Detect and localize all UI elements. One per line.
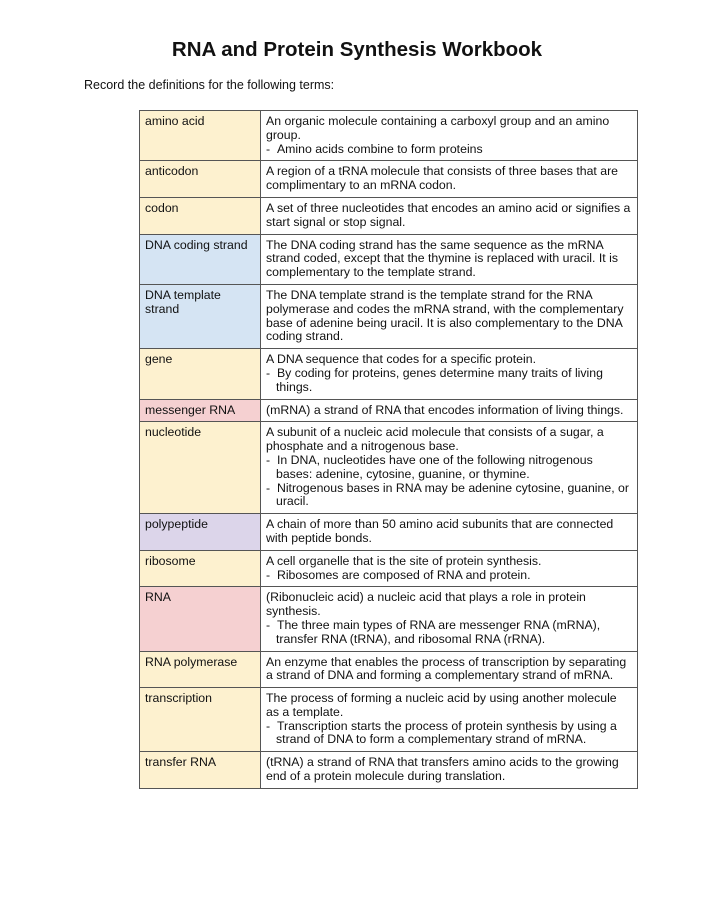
term-cell: RNA polymerase <box>140 651 261 688</box>
table-row <box>140 399 638 422</box>
definition-text: A subunit of a nucleic acid molecule that consists of a sugar, a phosphate and a nitrogenous base. <box>266 425 604 454</box>
definition-text: A region of a tRNA molecule that consists of three bases that are complimentary to an mRNA codon. <box>266 164 619 193</box>
term-cell: nucleotide <box>140 422 261 514</box>
definition-text: A chain of more than 50 amino acid subunits that are connected with peptide bonds. <box>266 517 614 545</box>
term-cell: anticodon <box>140 161 261 198</box>
definition-text: An organic molecule containing a carboxyl group and an amino group. <box>266 114 610 142</box>
definition-text: The DNA template strand is the template strand for the RNA polymerase and codes the mRNA strand, with the complementary base of adenine being uracil. It is also complementary to the DNA coding strand. <box>266 287 624 344</box>
definition-text: A DNA sequence that codes for a specific protein. <box>266 352 537 367</box>
term-cell: DNA template strand <box>140 284 261 348</box>
term-cell: amino acid <box>140 111 261 161</box>
definition-text: An enzyme that enables the process of transcription by separating a strand of DNA and forming a complementary strand of mRNA. <box>266 654 627 683</box>
definition-text: (Ribonucleic acid) a nucleic acid that plays a role in protein synthesis. <box>266 590 586 619</box>
term-cell: polypeptide <box>140 514 261 551</box>
term-cell: transfer RNA <box>140 752 261 789</box>
definition-cell <box>261 161 638 198</box>
term-cell: transcription <box>140 688 261 752</box>
definition-bullet: - The three main types of RNA are messenger RNA (mRNA), transfer RNA (tRNA), and ribosomal RNA (rRNA). <box>266 619 632 647</box>
definition-bullet: - Amino acids combine to form proteins <box>266 143 632 157</box>
definition-cell <box>261 284 638 348</box>
table-row <box>140 234 638 284</box>
definitions-table-body <box>140 111 638 789</box>
definition-bullet: - By coding for proteins, genes determine many traits of living things. <box>266 367 632 395</box>
definition-text: A cell organelle that is the site of protein synthesis. <box>266 553 542 568</box>
definition-cell <box>261 688 638 752</box>
term-cell: gene <box>140 349 261 399</box>
definition-text: (mRNA) a strand of RNA that encodes information of living things. <box>266 402 624 417</box>
term-cell: messenger RNA <box>140 399 261 422</box>
definition-text: (tRNA) a strand of RNA that transfers amino acids to the growing end of a protein molecule during translation. <box>266 755 619 784</box>
definition-bullet: - Nitrogenous bases in RNA may be adenine cytosine, guanine, or uracil. <box>266 482 632 510</box>
table-row <box>140 111 638 161</box>
definition-text: The process of forming a nucleic acid by using another molecule as a template. <box>266 691 617 719</box>
table-row <box>140 197 638 234</box>
definition-cell <box>261 111 638 161</box>
definition-cell <box>261 587 638 651</box>
definition-bullet: - In DNA, nucleotides have one of the following nitrogenous bases: adenine, cytosine, guanine, or thymine. <box>266 454 632 482</box>
definition-bullet: - Ribosomes are composed of RNA and protein. <box>266 569 632 583</box>
definition-cell <box>261 752 638 789</box>
table-row <box>140 651 638 688</box>
definition-cell <box>261 399 638 422</box>
definition-cell <box>261 514 638 551</box>
term-cell: RNA <box>140 587 261 651</box>
definition-cell <box>261 197 638 234</box>
table-row <box>140 550 638 587</box>
definition-text: The DNA coding strand has the same sequence as the mRNA strand coded, except that the thymine is replaced with uracil. It is complementary to the template strand. <box>266 237 619 280</box>
definition-cell <box>261 550 638 587</box>
table-row <box>140 284 638 348</box>
definition-cell <box>261 234 638 284</box>
definitions-table <box>139 110 638 789</box>
definition-cell <box>261 349 638 399</box>
term-cell: DNA coding strand <box>140 234 261 284</box>
table-row <box>140 422 638 514</box>
table-row <box>140 688 638 752</box>
table-row <box>140 161 638 198</box>
page-title: RNA and Protein Synthesis Workbook <box>171 38 543 61</box>
instructions-text: Record the definitions for the following terms: <box>84 78 335 92</box>
term-cell: ribosome <box>140 550 261 587</box>
definition-cell <box>261 651 638 688</box>
definition-cell <box>261 422 638 514</box>
table-row <box>140 752 638 789</box>
definition-text: A set of three nucleotides that encodes an amino acid or signifies a start signal or stop signal. <box>266 200 631 229</box>
definition-bullet: - Transcription starts the process of protein synthesis by using a strand of DNA to form a complementary strand of mRNA. <box>266 720 632 748</box>
table-row <box>140 587 638 651</box>
term-cell: codon <box>140 197 261 234</box>
table-row <box>140 349 638 399</box>
table-row <box>140 514 638 551</box>
